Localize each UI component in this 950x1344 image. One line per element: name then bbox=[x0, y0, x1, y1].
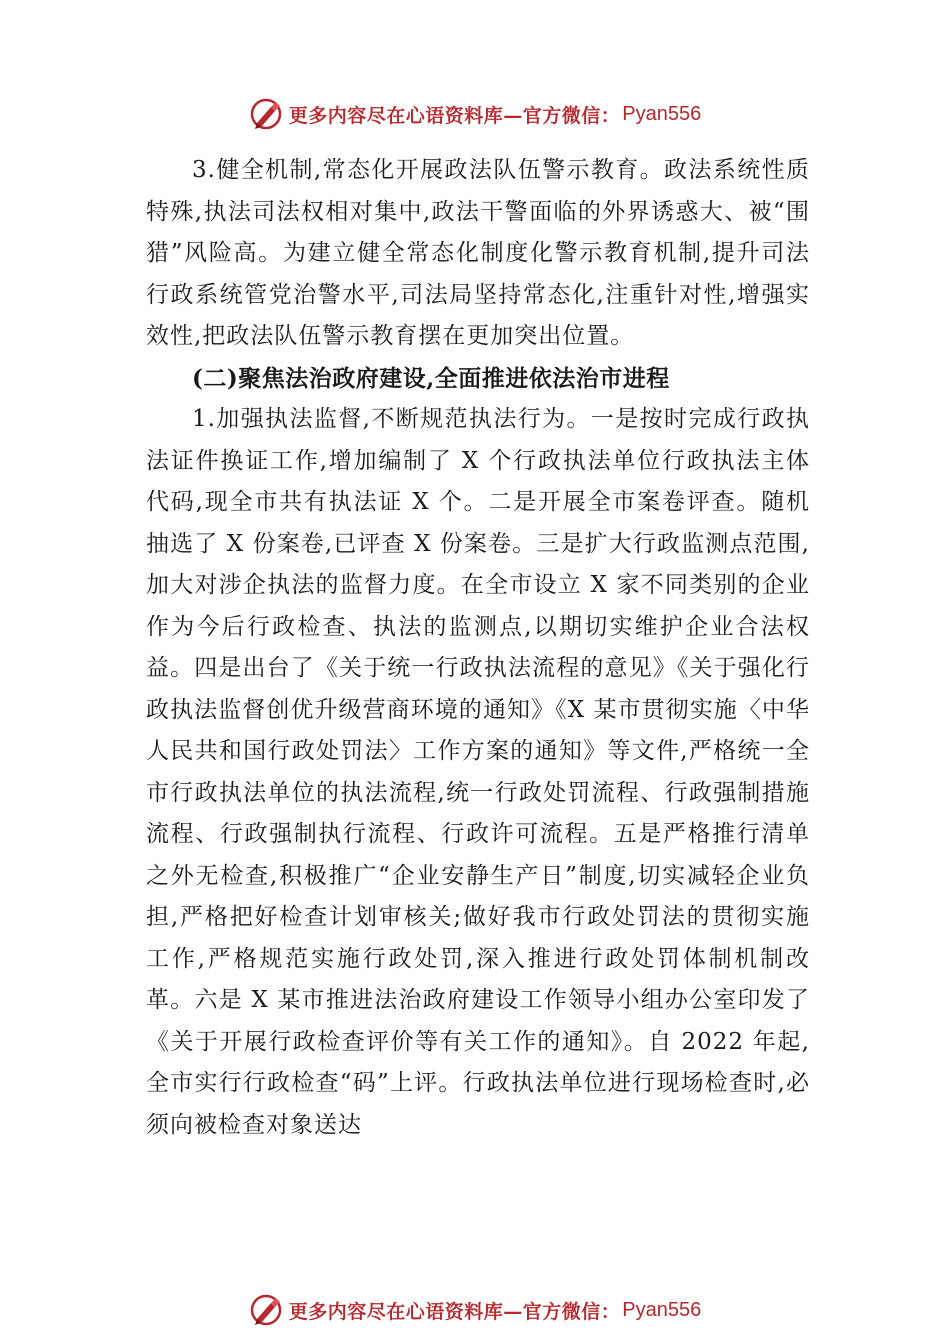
paragraph-warning-education: 3.健全机制,常态化开展政法队伍警示教育。政法系统性质特殊,执法司法权相对集中,政法干警面临的外界诱惑大、被“围猎”风险高。为建立健全常态化制度化警示教育机制,提升司法行政系统管党治警水平,司法局坚持常态化,注重针对性,增强实效性,把政法队伍警示教育摆在更加突出位置。 bbox=[146, 157, 810, 349]
footer-banner bbox=[0, 1290, 950, 1330]
header-banner-wechat-id: Pyan556 bbox=[622, 102, 702, 125]
pen-logo-icon bbox=[249, 1293, 283, 1327]
pen-logo-icon bbox=[249, 97, 283, 131]
paragraph-law-enforcement-supervision: 1.加强执法监督,不断规范执法行为。一是按时完成行政执法证件换证工作,增加编制了 X 个行政执法单位行政执法主体代码,现全市共有执法证 X 个。二是开展全市案卷评查。随机抽选了 X 份案卷,已评查 X 份案卷。三是扩大行政监测点范围,加大对涉企执法的监督力度。在全市设立 X 家不同类别的企业作为今后行政检查、执法的监测点,以期切实维护企业合法权益。四是出台了《关于统一行政执法流程的意见》《关于强化行政执法监督创优升级营商环境的通知》《X 某市贯彻实施〈中华人民共和国行政处罚法〉工作方案的通知》等文件,严格统一全市行政执法单位的执法流程,统一行政处罚流程、行政强制措施流程、行政强制执行流程、行政许可流程。五是严格推行清单之外无检查,积极推广“企业安静生产日”制度,切实减轻企业负担,严格把好检查计划审核关;做好我市行政处罚法的贯彻实施工作,严格规范实施行政处罚,深入推进行政处罚体制机制改革。六是 X 某市推进法治政府建设工作领导小组办公室印发了《关于开展行政检查评价等有关工作的通知》。自 2022 年起,全市实行行政检查“码”上评。行政执法单位进行现场检查时,必须向被检查对象送达 bbox=[146, 406, 810, 1138]
section-heading: (二)聚焦法治政府建设,全面推进依法治市进程 bbox=[192, 364, 670, 392]
header-banner-text: 更多内容尽在心语资料库—官方微信： bbox=[288, 104, 621, 127]
footer-banner-text: 更多内容尽在心语资料库—官方微信： bbox=[288, 1300, 621, 1323]
header-banner bbox=[0, 94, 950, 134]
footer-banner-wechat-id: Pyan556 bbox=[622, 1298, 702, 1321]
document-body bbox=[146, 150, 810, 1146]
